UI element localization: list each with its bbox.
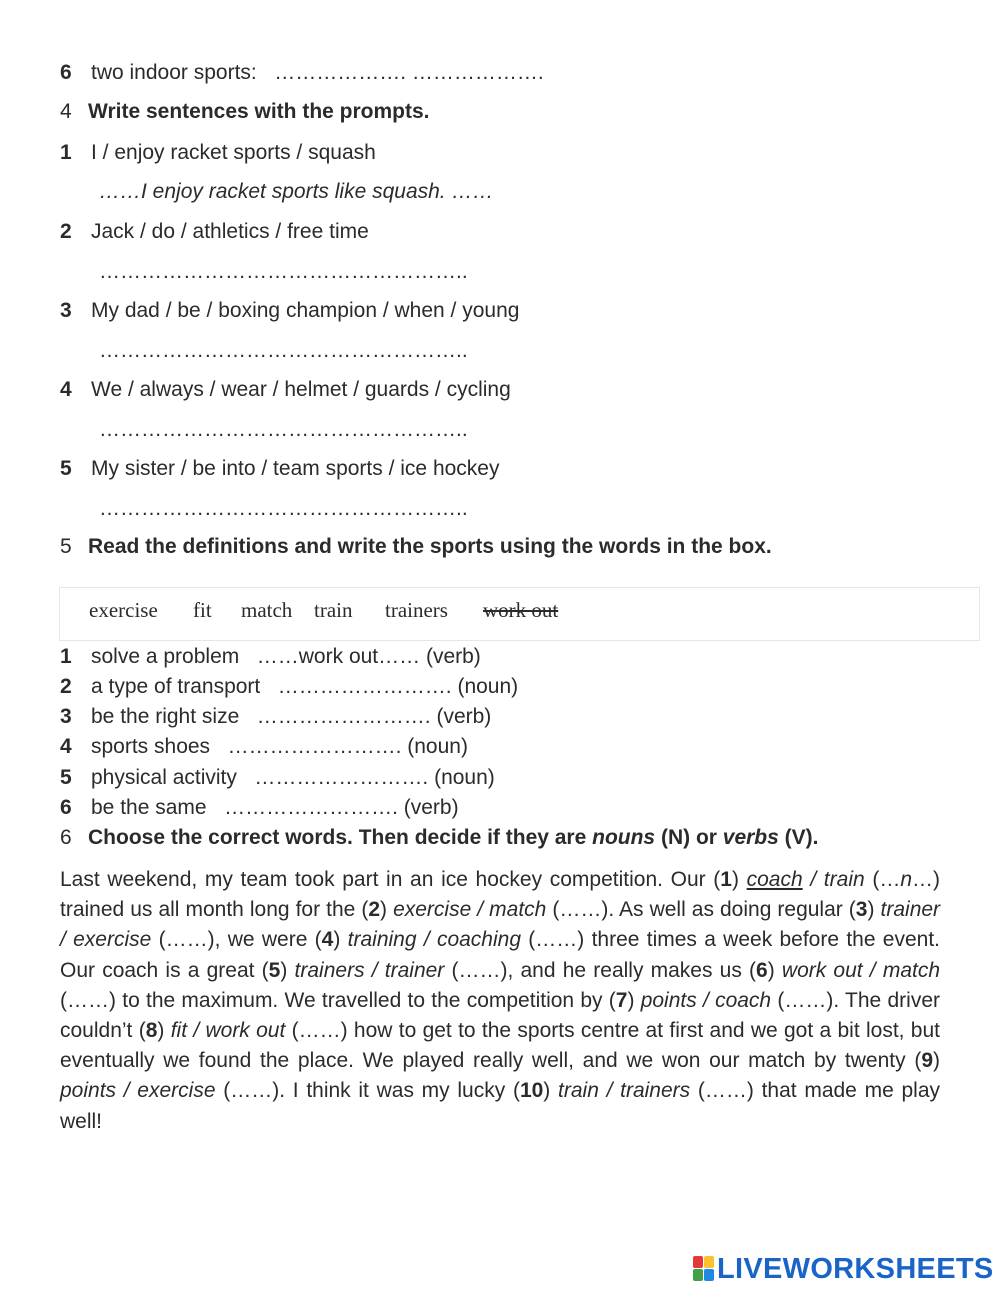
gap-number: 8 — [145, 1019, 158, 1043]
item-number: 2 — [60, 675, 72, 698]
s4-prompt-3 — [60, 298, 519, 324]
prompt-text: I / enjoy racket sports / squash — [91, 141, 376, 164]
gap-number: 1 — [720, 868, 732, 891]
logo-block — [704, 1269, 714, 1281]
answer-blank[interactable]: ……………………. (noun) — [254, 766, 495, 789]
logo-block — [693, 1269, 703, 1281]
item-number: 6 — [60, 796, 72, 819]
instruction-part: (N) or — [655, 826, 723, 849]
s4-prompt-4 — [60, 377, 511, 403]
definition: be the right size — [91, 705, 240, 728]
definition: sports shoes — [91, 735, 211, 758]
item-number: 5 — [60, 766, 72, 789]
box-word: exercise — [89, 598, 158, 622]
answer-blank[interactable]: ……………………. (verb) — [224, 796, 459, 819]
gap-number: 2 — [368, 898, 381, 922]
prompt-text: We / always / wear / helmet / guards / cycling — [91, 378, 511, 401]
definition: be the same — [91, 796, 207, 819]
options[interactable]: points / exercise — [60, 1079, 216, 1103]
text: ) — [731, 868, 747, 891]
s4-prompt-1 — [60, 140, 376, 166]
text: …) trained us all month long for the ( — [60, 868, 941, 922]
definition: physical activity — [91, 766, 237, 789]
section-5-heading — [60, 534, 772, 560]
s4-prompt-2 — [60, 219, 369, 245]
logo-block — [704, 1256, 714, 1268]
option[interactable]: / train — [802, 868, 865, 891]
logo-text: LIVEWORKSHEETS — [717, 1252, 994, 1285]
text: (……) three times a week before the event. Our coach is a great ( — [60, 928, 941, 982]
definition: solve a problem — [91, 645, 240, 668]
item-number: 1 — [60, 645, 72, 668]
text: (……). I think it was my lucky ( — [215, 1079, 520, 1103]
s5-item-2 — [60, 674, 518, 700]
options[interactable]: trainer / exercise — [60, 898, 941, 952]
s4-answer-2[interactable]: …………………………………………….. — [99, 260, 468, 283]
box-word-crossed-out: work out — [483, 598, 559, 622]
options[interactable]: work out / match — [781, 958, 941, 982]
answer-blanks[interactable]: ………………. ………………. — [274, 61, 544, 84]
s5-item-1 — [60, 644, 481, 670]
item-number: 3 — [60, 705, 72, 728]
section-number: 5 — [60, 535, 72, 558]
s5-item-5 — [60, 765, 495, 791]
story-paragraph: Last weekend, my team took part in an ice hockey competition. Our (1) coach / train (…n…) trained us all month long for the (2) exercise / match (……). As well as doing regular (3) trainer / exercise (……), we were (4) training / coaching (……) three times a week before the event. Our coach is a great (5) trainers / trainer (……), and he really makes us (6) work out / match (……) to the maximum. We travelled to the competition by (7) points / coach (……). The driver couldn’t (8) fit / work out (……) how to get to the sports centre at first and we got a bit lost, but eventually we found the place. We played really well, and we won our match by twenty (9) points / exercise (……). I think it was my lucky (10) train / trainers (……) that made me play well! — [60, 868, 941, 1133]
box-word: trainers — [385, 598, 448, 622]
logo-block — [693, 1256, 703, 1268]
liveworksheets-logo — [693, 1253, 994, 1285]
instruction-verbs: verbs — [722, 826, 779, 849]
options[interactable]: trainers / trainer — [294, 958, 445, 982]
options[interactable]: fit / work out — [170, 1019, 286, 1043]
section-4-heading — [60, 99, 430, 125]
section-instruction: Write sentences with the prompts. — [88, 100, 430, 123]
text: (……) that made me play well! — [60, 1079, 940, 1133]
s5-item-6 — [60, 795, 459, 821]
option-selected[interactable]: coach — [746, 868, 803, 891]
text: Last weekend, my team took part in an ice hockey competition. Our ( — [60, 868, 721, 891]
box-word: fit — [193, 598, 212, 622]
options[interactable]: training / coaching — [347, 928, 522, 952]
instruction-nouns: nouns — [592, 826, 656, 849]
answer-blank[interactable]: ……………………. (noun) — [227, 735, 468, 758]
answer-blank[interactable]: ……work out…… (verb) — [256, 645, 481, 668]
item-number: 1 — [60, 141, 72, 164]
s4-answer-4[interactable]: …………………………………………….. — [99, 418, 468, 441]
prompt-text: My sister / be into / team sports / ice hockey — [91, 457, 500, 480]
s4-answer-3[interactable]: …………………………………………….. — [99, 339, 468, 362]
s4-answer-1[interactable]: ……I enjoy racket sports like squash. …… — [99, 180, 494, 203]
gap-number: 4 — [321, 928, 334, 952]
s5-item-3 — [60, 704, 491, 730]
answer-label[interactable]: n — [900, 868, 913, 891]
item-number: 4 — [60, 735, 72, 758]
section-number: 4 — [60, 100, 72, 123]
s4-answer-5[interactable]: …………………………………………….. — [99, 497, 468, 520]
gap-number: 5 — [268, 958, 281, 982]
definition: a type of transport — [91, 675, 261, 698]
item-number: 3 — [60, 299, 72, 322]
text: (……), and he really makes us ( — [444, 958, 757, 982]
gap-number: 10 — [519, 1079, 544, 1103]
text: (……) how to get to the sports centre at first and we got a bit lost, but eventually we found the place. We played really well, and we won our match by twenty ( — [60, 1019, 940, 1073]
item-number: 6 — [60, 61, 72, 84]
text: (……). As well as doing regular ( — [546, 898, 856, 922]
section-number: 6 — [60, 826, 72, 849]
item-text: two indoor sports: — [91, 61, 257, 84]
options[interactable]: train / trainers — [558, 1079, 691, 1103]
instruction-part: (V). — [778, 826, 819, 849]
section-6-heading — [60, 825, 819, 851]
prompt-text: Jack / do / athletics / free time — [91, 220, 369, 243]
gap-number: 9 — [921, 1049, 933, 1073]
ex3-item-6 — [60, 60, 544, 86]
gap-number: 3 — [855, 898, 868, 922]
box-word: train — [314, 598, 353, 622]
box-word: match — [241, 598, 293, 622]
item-number: 4 — [60, 378, 72, 401]
gap-number: 6 — [756, 958, 768, 982]
item-number: 5 — [60, 457, 72, 480]
options[interactable]: points / coach — [640, 988, 772, 1012]
s5-item-4 — [60, 734, 468, 760]
logo-blocks-icon — [693, 1256, 715, 1282]
answer-blank[interactable]: ……………………. (verb) — [256, 705, 492, 728]
s4-prompt-5 — [60, 456, 500, 482]
text: (… — [864, 868, 901, 891]
word-box — [59, 587, 980, 641]
text: (……) to the maximum. We travelled to the competition by ( — [60, 988, 616, 1012]
instruction-part: Choose the correct words. Then decide if they are — [88, 826, 593, 849]
options[interactable]: exercise / match — [393, 898, 547, 922]
item-number: 2 — [60, 220, 72, 243]
text: (……). The driver couldn’t ( — [60, 988, 940, 1043]
prompt-text: My dad / be / boxing champion / when / young — [91, 299, 520, 322]
answer-blank[interactable]: ……………………. (noun) — [277, 675, 519, 698]
gap-number: 7 — [615, 988, 628, 1012]
text: (……), we were ( — [151, 928, 322, 952]
section-instruction: Read the definitions and write the sports using the words in the box. — [88, 535, 772, 558]
